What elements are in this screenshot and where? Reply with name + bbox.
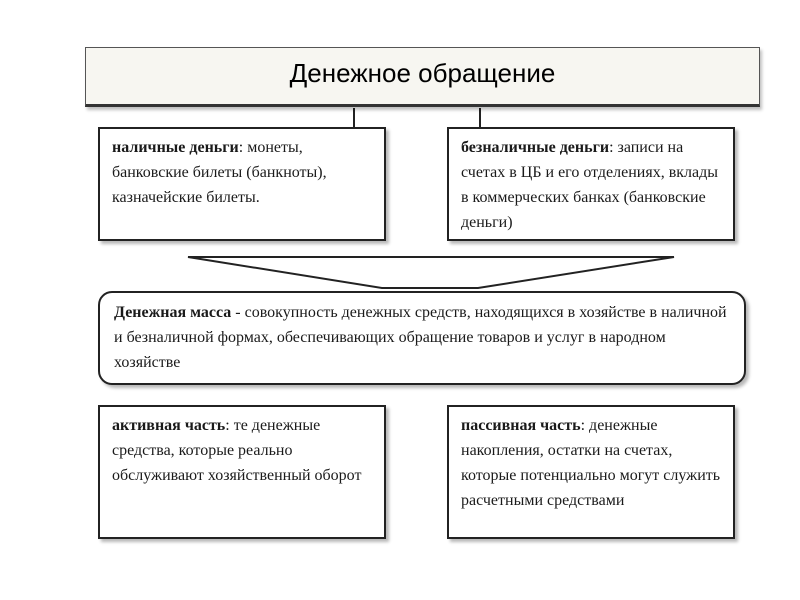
title-box	[85, 47, 760, 107]
noncash-money-box	[447, 127, 735, 241]
cash-money-term: наличные деньги	[112, 139, 239, 156]
money-supply-box	[98, 291, 746, 385]
cash-money-description: : монеты, банковские билеты (банкноты), казначейские билеты.	[112, 139, 327, 206]
active-part-term: активная часть	[112, 417, 226, 434]
noncash-money-term: безналичные деньги	[461, 139, 610, 156]
diagram-title: Денежное обращение	[289, 58, 556, 88]
funnel-shape	[188, 257, 674, 288]
passive-part-box	[447, 405, 735, 539]
noncash-money-description: : записи на счетах в ЦБ и его отделениях, вклады в коммерческих банках (банковские деньги)	[461, 139, 719, 231]
money-supply-description: - совокупность денежных средств, находящихся в хозяйстве в наличной и безналичной формах, обеспечивающих обращение товаров и услуг в народном хозяйстве	[114, 304, 727, 371]
cash-money-box	[98, 127, 386, 241]
passive-part-term: пассивная часть	[461, 417, 581, 434]
passive-part-description: : денежные накопления, остатки на счетах, которые потенциально могут служить расчетными средствами	[461, 417, 721, 509]
active-part-description: : те денежные средства, которые реально обслуживают хозяйственный оборот	[112, 417, 362, 484]
active-part-box	[98, 405, 386, 539]
money-supply-term: Денежная масса	[114, 304, 232, 321]
